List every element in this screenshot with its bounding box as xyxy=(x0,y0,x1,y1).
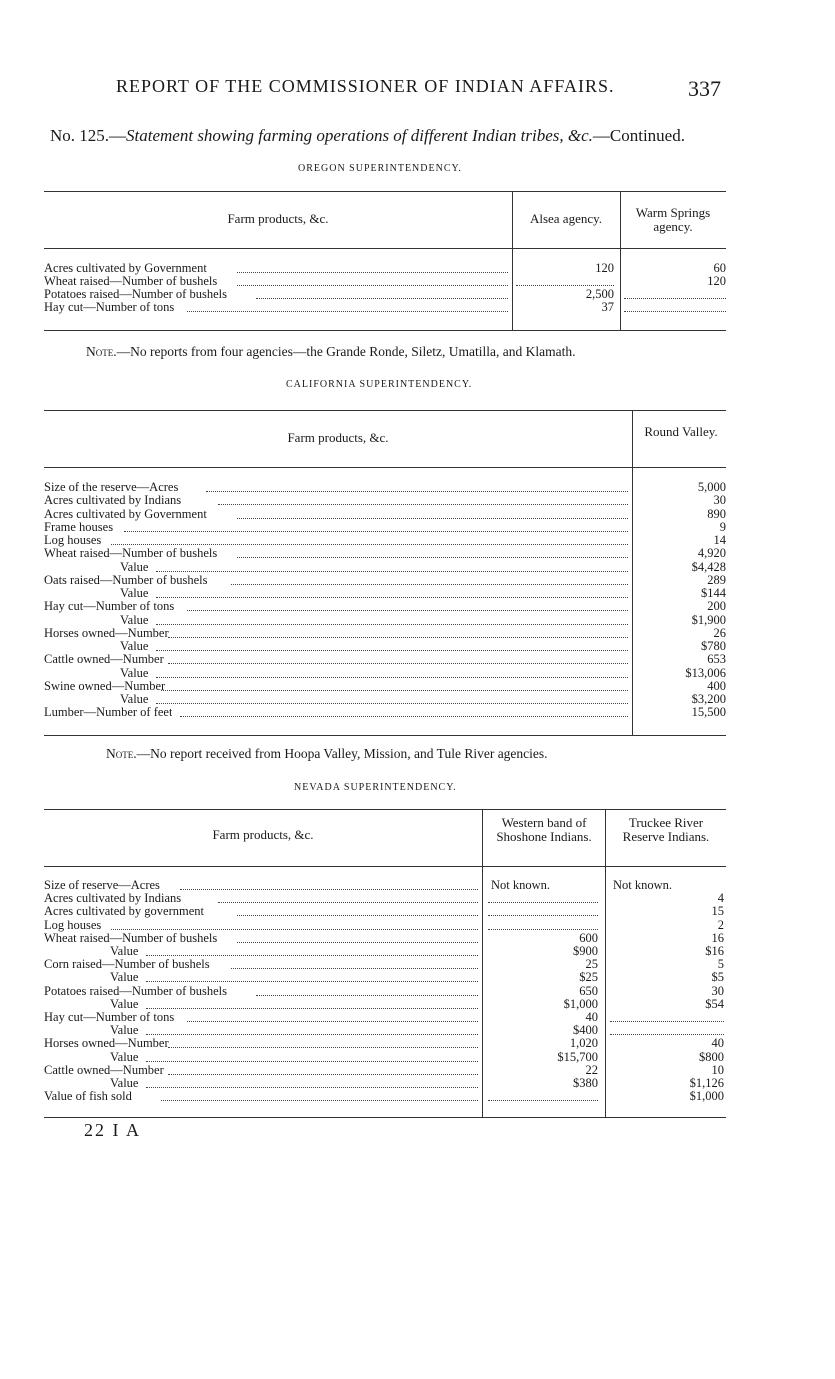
row-label: Value of fish sold xyxy=(44,1090,132,1104)
leader-dots xyxy=(156,597,629,598)
cell-value: $3,200 xyxy=(691,692,726,706)
row-label: Value xyxy=(110,1024,139,1038)
cell-value: 15,500 xyxy=(691,705,726,720)
signature-mark: 22 I A xyxy=(84,1120,141,1140)
cell-value: 2 xyxy=(717,917,724,932)
leader-dots xyxy=(161,690,628,691)
row-label: Value xyxy=(110,971,139,985)
row-label: Cattle owned—Number xyxy=(44,1063,164,1077)
cell-value: $780 xyxy=(701,639,726,653)
cell-value: 4,920 xyxy=(697,546,726,561)
row-label: Acres cultivated by Government xyxy=(44,262,207,275)
cell-value: 22 xyxy=(585,1062,598,1077)
leader-dots xyxy=(156,677,629,678)
row-label: Horses owned—Number xyxy=(44,1037,169,1051)
empty-cell-dots xyxy=(610,1021,724,1022)
leader-dots xyxy=(187,610,628,611)
leader-dots xyxy=(146,1034,479,1035)
row-label: Value xyxy=(120,587,149,600)
row-label: Acres cultivated by Indians xyxy=(44,892,182,906)
cell-value: 600 xyxy=(579,930,598,945)
leader-dots xyxy=(124,531,628,532)
oregon-col-warm-springs: Warm Springs agency. xyxy=(635,205,711,234)
leader-dots xyxy=(146,981,479,982)
cell-value: 653 xyxy=(707,652,726,667)
cell-value: $25 xyxy=(579,970,598,985)
empty-cell-dots xyxy=(624,311,726,312)
row-label: Value xyxy=(120,560,149,574)
row-label: Value xyxy=(120,640,149,653)
cell-value: $380 xyxy=(573,1076,598,1090)
cell-value: 10 xyxy=(711,1062,724,1077)
cell-value: $800 xyxy=(699,1049,724,1064)
california-note-lead: Note. xyxy=(106,746,137,761)
cell-value: $1,000 xyxy=(689,1089,724,1104)
cell-value: 15 xyxy=(711,904,724,919)
row-label: Value xyxy=(110,997,139,1011)
leader-dots xyxy=(187,1021,478,1022)
cell-value: Not known. xyxy=(491,878,551,892)
row-label: Value xyxy=(110,945,139,958)
cell-value: 25 xyxy=(585,957,598,972)
row-label: Wheat raised—Number of bushels xyxy=(44,931,218,945)
cell-value: 16 xyxy=(711,930,724,945)
cell-value: 400 xyxy=(707,678,726,693)
row-label: Potatoes raised—Number of bushels xyxy=(44,984,227,998)
leader-dots xyxy=(218,504,628,505)
cell-value: 5,000 xyxy=(697,480,726,494)
cell-value: $900 xyxy=(573,944,598,958)
leader-dots xyxy=(256,995,478,996)
caption-prefix: No. 125.— xyxy=(50,126,127,145)
caption-title: Statement showing farming operations of different Indian tribes, &c. xyxy=(126,126,593,145)
row-label: Potatoes raised—Number of bushels xyxy=(44,288,227,301)
leader-dots xyxy=(256,298,508,299)
cell-value: 120 xyxy=(595,261,614,275)
california-title: CALIFORNIA SUPERINTENDENCY. xyxy=(286,379,473,390)
row-label: Size of the reserve—Acres xyxy=(44,481,179,494)
cell-value: 30 xyxy=(711,983,724,998)
cell-value: 2,500 xyxy=(585,287,614,301)
cell-value: Not known. xyxy=(613,878,673,892)
cell-value: 890 xyxy=(707,506,726,521)
california-note xyxy=(106,746,548,762)
leader-dots xyxy=(168,637,628,638)
row-label: Lumber—Number of feet xyxy=(44,706,173,720)
empty-cell-dots xyxy=(488,929,598,930)
row-label: Wheat raised—Number of bushels xyxy=(44,275,218,288)
cell-value: 60 xyxy=(713,261,726,275)
cell-value: $5 xyxy=(711,970,724,985)
empty-cell-dots xyxy=(516,285,614,286)
leader-dots xyxy=(146,955,479,956)
empty-cell-dots xyxy=(488,1100,598,1101)
row-label: Value xyxy=(120,693,149,706)
cell-value: $1,900 xyxy=(691,612,726,627)
row-label: Value xyxy=(110,1050,139,1064)
leader-dots xyxy=(237,557,628,558)
cell-value: $400 xyxy=(573,1023,598,1038)
row-label: Value xyxy=(110,1077,139,1090)
empty-cell-dots xyxy=(488,902,598,903)
row-label: Hay cut—Number of tons xyxy=(44,1011,175,1024)
cell-value: 14 xyxy=(713,533,726,547)
nevada-col-western-band: Western band of Shoshone Indians. xyxy=(496,815,592,844)
leader-dots xyxy=(156,703,629,704)
nevada-title: NEVADA SUPERINTENDENCY. xyxy=(294,782,457,793)
nevada-col-truckee-river: Truckee River Reserve Indians. xyxy=(622,815,710,844)
cell-value: $54 xyxy=(705,996,724,1011)
leader-dots xyxy=(231,968,478,969)
cell-value: 5 xyxy=(717,957,724,972)
empty-cell-dots xyxy=(488,915,598,916)
row-label: Acres cultivated by Indians xyxy=(44,494,182,508)
leader-dots xyxy=(168,1074,478,1075)
row-label: Size of reserve—Acres xyxy=(44,879,160,892)
leader-dots xyxy=(237,285,508,286)
row-label: Horses owned—Number xyxy=(44,626,169,640)
oregon-note-text: —No reports from four agencies—the Grande Ronde, Siletz, Umatilla, and Klamath. xyxy=(116,344,576,359)
leader-dots xyxy=(146,1087,479,1088)
cell-value: $15,700 xyxy=(557,1049,598,1064)
row-label: Value xyxy=(120,613,149,627)
row-label: Value xyxy=(120,666,149,680)
cell-value: 120 xyxy=(707,274,726,288)
cell-value: 9 xyxy=(719,519,726,534)
leader-dots xyxy=(180,889,478,890)
row-label: Frame houses xyxy=(44,520,114,534)
running-header: REPORT OF THE COMMISSIONER OF INDIAN AFFAIRS. xyxy=(116,76,615,96)
row-label: Hay cut—Number of tons xyxy=(44,301,175,314)
page-number: 337 xyxy=(688,76,721,101)
cell-value: 30 xyxy=(713,493,726,508)
cell-value: $1,000 xyxy=(563,996,598,1011)
leader-dots xyxy=(168,663,628,664)
cell-value: $144 xyxy=(701,586,726,600)
leader-dots xyxy=(187,311,508,312)
table-caption xyxy=(50,126,685,146)
row-label: Log houses xyxy=(44,534,102,547)
row-label: Hay cut—Number of tons xyxy=(44,600,175,614)
oregon-title: OREGON SUPERINTENDENCY. xyxy=(298,163,462,174)
cell-value: 37 xyxy=(601,300,614,314)
leader-dots xyxy=(180,716,628,717)
cell-value: $4,428 xyxy=(691,559,726,574)
caption-suffix: —Continued. xyxy=(592,126,685,145)
leader-dots xyxy=(111,929,478,930)
row-label: Acres cultivated by Government xyxy=(44,507,207,521)
california-col-product: Farm products, &c. xyxy=(287,430,389,445)
empty-cell-dots xyxy=(624,298,726,299)
leader-dots xyxy=(156,650,629,651)
cell-value: 289 xyxy=(707,572,726,587)
row-label: Corn raised—Number of bushels xyxy=(44,958,210,972)
leader-dots xyxy=(168,1047,478,1048)
leader-dots xyxy=(237,518,628,519)
cell-value: 200 xyxy=(707,599,726,614)
oregon-note-lead: Note. xyxy=(86,344,117,359)
cell-value: $16 xyxy=(705,944,724,958)
row-label: Acres cultivated by government xyxy=(44,905,205,919)
row-label: Log houses xyxy=(44,918,102,932)
leader-dots xyxy=(146,1008,479,1009)
california-col-round-valley: Round Valley. xyxy=(644,424,718,439)
leader-dots xyxy=(156,624,629,625)
leader-dots xyxy=(146,1061,479,1062)
leader-dots xyxy=(237,942,478,943)
row-label: Swine owned—Number xyxy=(44,679,166,693)
row-label: Oats raised—Number of bushels xyxy=(44,573,208,587)
cell-value: 4 xyxy=(717,891,724,906)
leader-dots xyxy=(237,272,508,273)
leader-dots xyxy=(218,902,478,903)
california-note-text: —No report received from Hoopa Valley, Mission, and Tule River agencies. xyxy=(136,746,548,761)
leader-dots xyxy=(237,915,478,916)
cell-value: 40 xyxy=(585,1010,598,1024)
oregon-col-alsea: Alsea agency. xyxy=(529,211,603,226)
cell-value: 1,020 xyxy=(569,1036,598,1051)
nevada-col-product: Farm products, &c. xyxy=(212,827,314,842)
leader-dots xyxy=(231,584,628,585)
row-label: Wheat raised—Number of bushels xyxy=(44,547,218,561)
leader-dots xyxy=(111,544,628,545)
cell-value: 40 xyxy=(711,1036,724,1051)
cell-value: 26 xyxy=(713,625,726,640)
oregon-col-product: Farm products, &c. xyxy=(227,211,329,226)
row-label: Cattle owned—Number xyxy=(44,653,164,667)
empty-cell-dots xyxy=(610,1034,724,1035)
leader-dots xyxy=(161,1100,478,1101)
cell-value: 650 xyxy=(579,983,598,998)
leader-dots xyxy=(206,491,629,492)
oregon-note xyxy=(86,344,576,360)
cell-value: $1,126 xyxy=(689,1076,724,1090)
leader-dots xyxy=(156,571,629,572)
cell-value: $13,006 xyxy=(685,665,726,680)
